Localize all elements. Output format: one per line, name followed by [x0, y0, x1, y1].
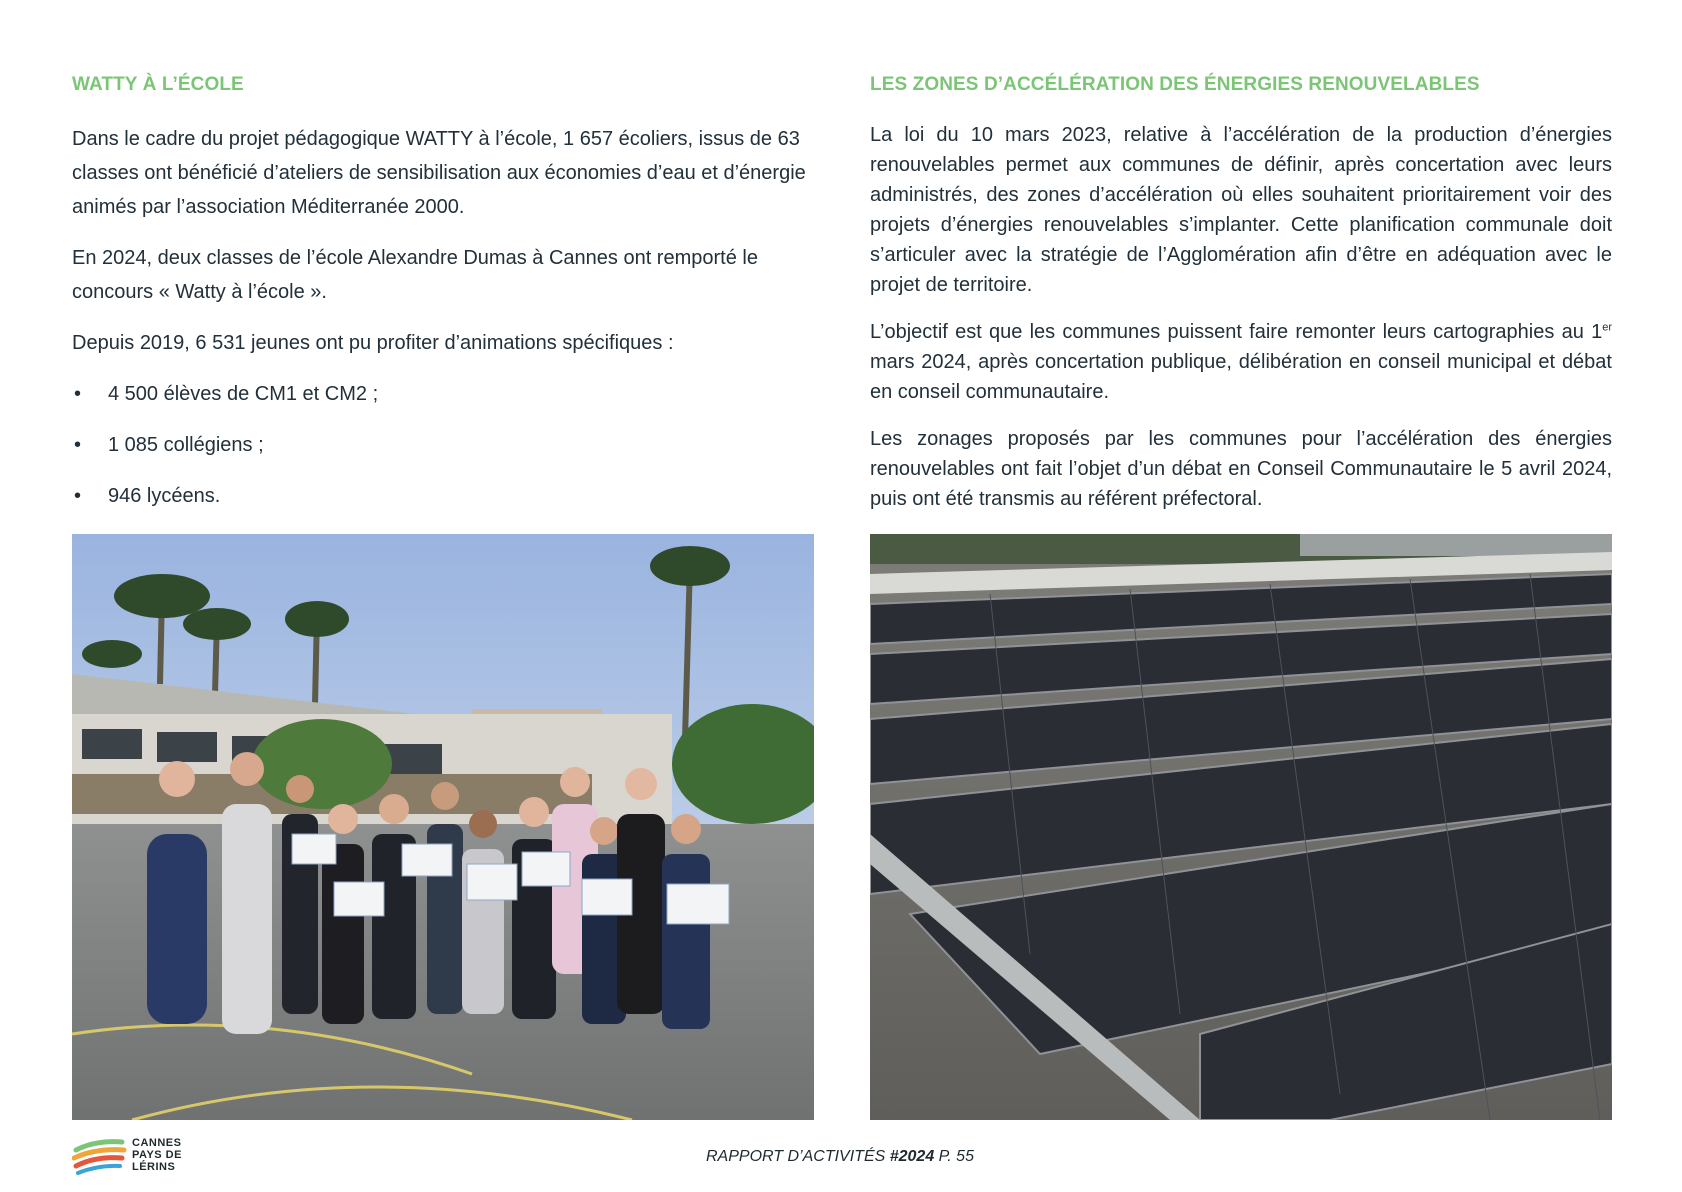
bullet-item: [72, 428, 814, 462]
report-year: #2024: [889, 1148, 935, 1165]
bullet-text: 946 lycéens.: [108, 485, 221, 507]
zones-paragraph-2: L’objectif est que les communes puissent faire remonter leurs cartographies au 1er mars 2024, après concertation publique, délibération en conseil municipal et débat en conseil communautaire.: [870, 321, 1612, 403]
page-number: P. 55: [934, 1148, 974, 1165]
report-label: RAPPORT D’ACTIVITÉS: [706, 1148, 890, 1165]
bullet-item: [72, 479, 814, 513]
zones-paragraph-1: La loi du 10 mars 2023, relative à l’accélération de la production d’énergies renouvelables permet aux communes de définir, après concertation avec leurs administrés, des zones d’accélération où elles souhaitent prioritairement voir des projets d’énergies renouvelables s’implanter. Cette planification communale doit s’articuler avec la stratégie de l’Agglomération afin d’être en adéquation avec le projet de territoire.: [870, 124, 1612, 296]
bullet-text: 1 085 collégiens ;: [108, 434, 264, 456]
watty-body: [72, 122, 814, 530]
watty-paragraph-1: Dans le cadre du projet pédagogique WATTY à l’école, 1 657 écoliers, issus de 63 classes ont bénéficié d’ateliers de sensibilisation aux économies d’eau et d’énergie animés par l’association Méditerranée 2000.: [72, 128, 806, 218]
logo-waves-icon: [72, 1136, 128, 1176]
watty-paragraph-3: Depuis 2019, 6 531 jeunes ont pu profiter d’animations spécifiques :: [72, 332, 674, 354]
bullet-dot: •: [74, 383, 82, 405]
bullet-dot: •: [74, 434, 82, 456]
zones-paragraph-3: Les zonages proposés par les communes pour l’accélération des énergies renouvelables ont fait l’objet d’un débat en Conseil Communautaire le 5 avril 2024, puis ont été transmis au référent préfectoral.: [870, 428, 1612, 510]
bullet-text: 4 500 élèves de CM1 et CM2 ;: [108, 383, 379, 405]
zones-heading: LES ZONES D’ACCÉLÉRATION DES ÉNERGIES RENOUVELABLES: [870, 74, 1480, 95]
logo-wordmark: CANNES PAYS DE LÉRINS: [132, 1137, 182, 1173]
zones-body: [870, 120, 1612, 531]
ordinal-superscript: er: [1602, 321, 1612, 334]
bullet-dot: •: [74, 485, 82, 507]
bullet-item: [72, 377, 814, 411]
page-footer: [706, 1148, 974, 1166]
watty-paragraph-2: En 2024, deux classes de l’école Alexandre Dumas à Cannes ont remporté le concours « Watty à l’école ».: [72, 247, 758, 303]
solar-panels-photo: [870, 534, 1612, 1120]
watty-heading: WATTY À L’ÉCOLE: [72, 74, 244, 95]
cannes-pays-de-lerins-logo: [72, 1136, 202, 1176]
school-group-photo: [72, 534, 814, 1120]
youth-bullet-list: [72, 377, 814, 513]
